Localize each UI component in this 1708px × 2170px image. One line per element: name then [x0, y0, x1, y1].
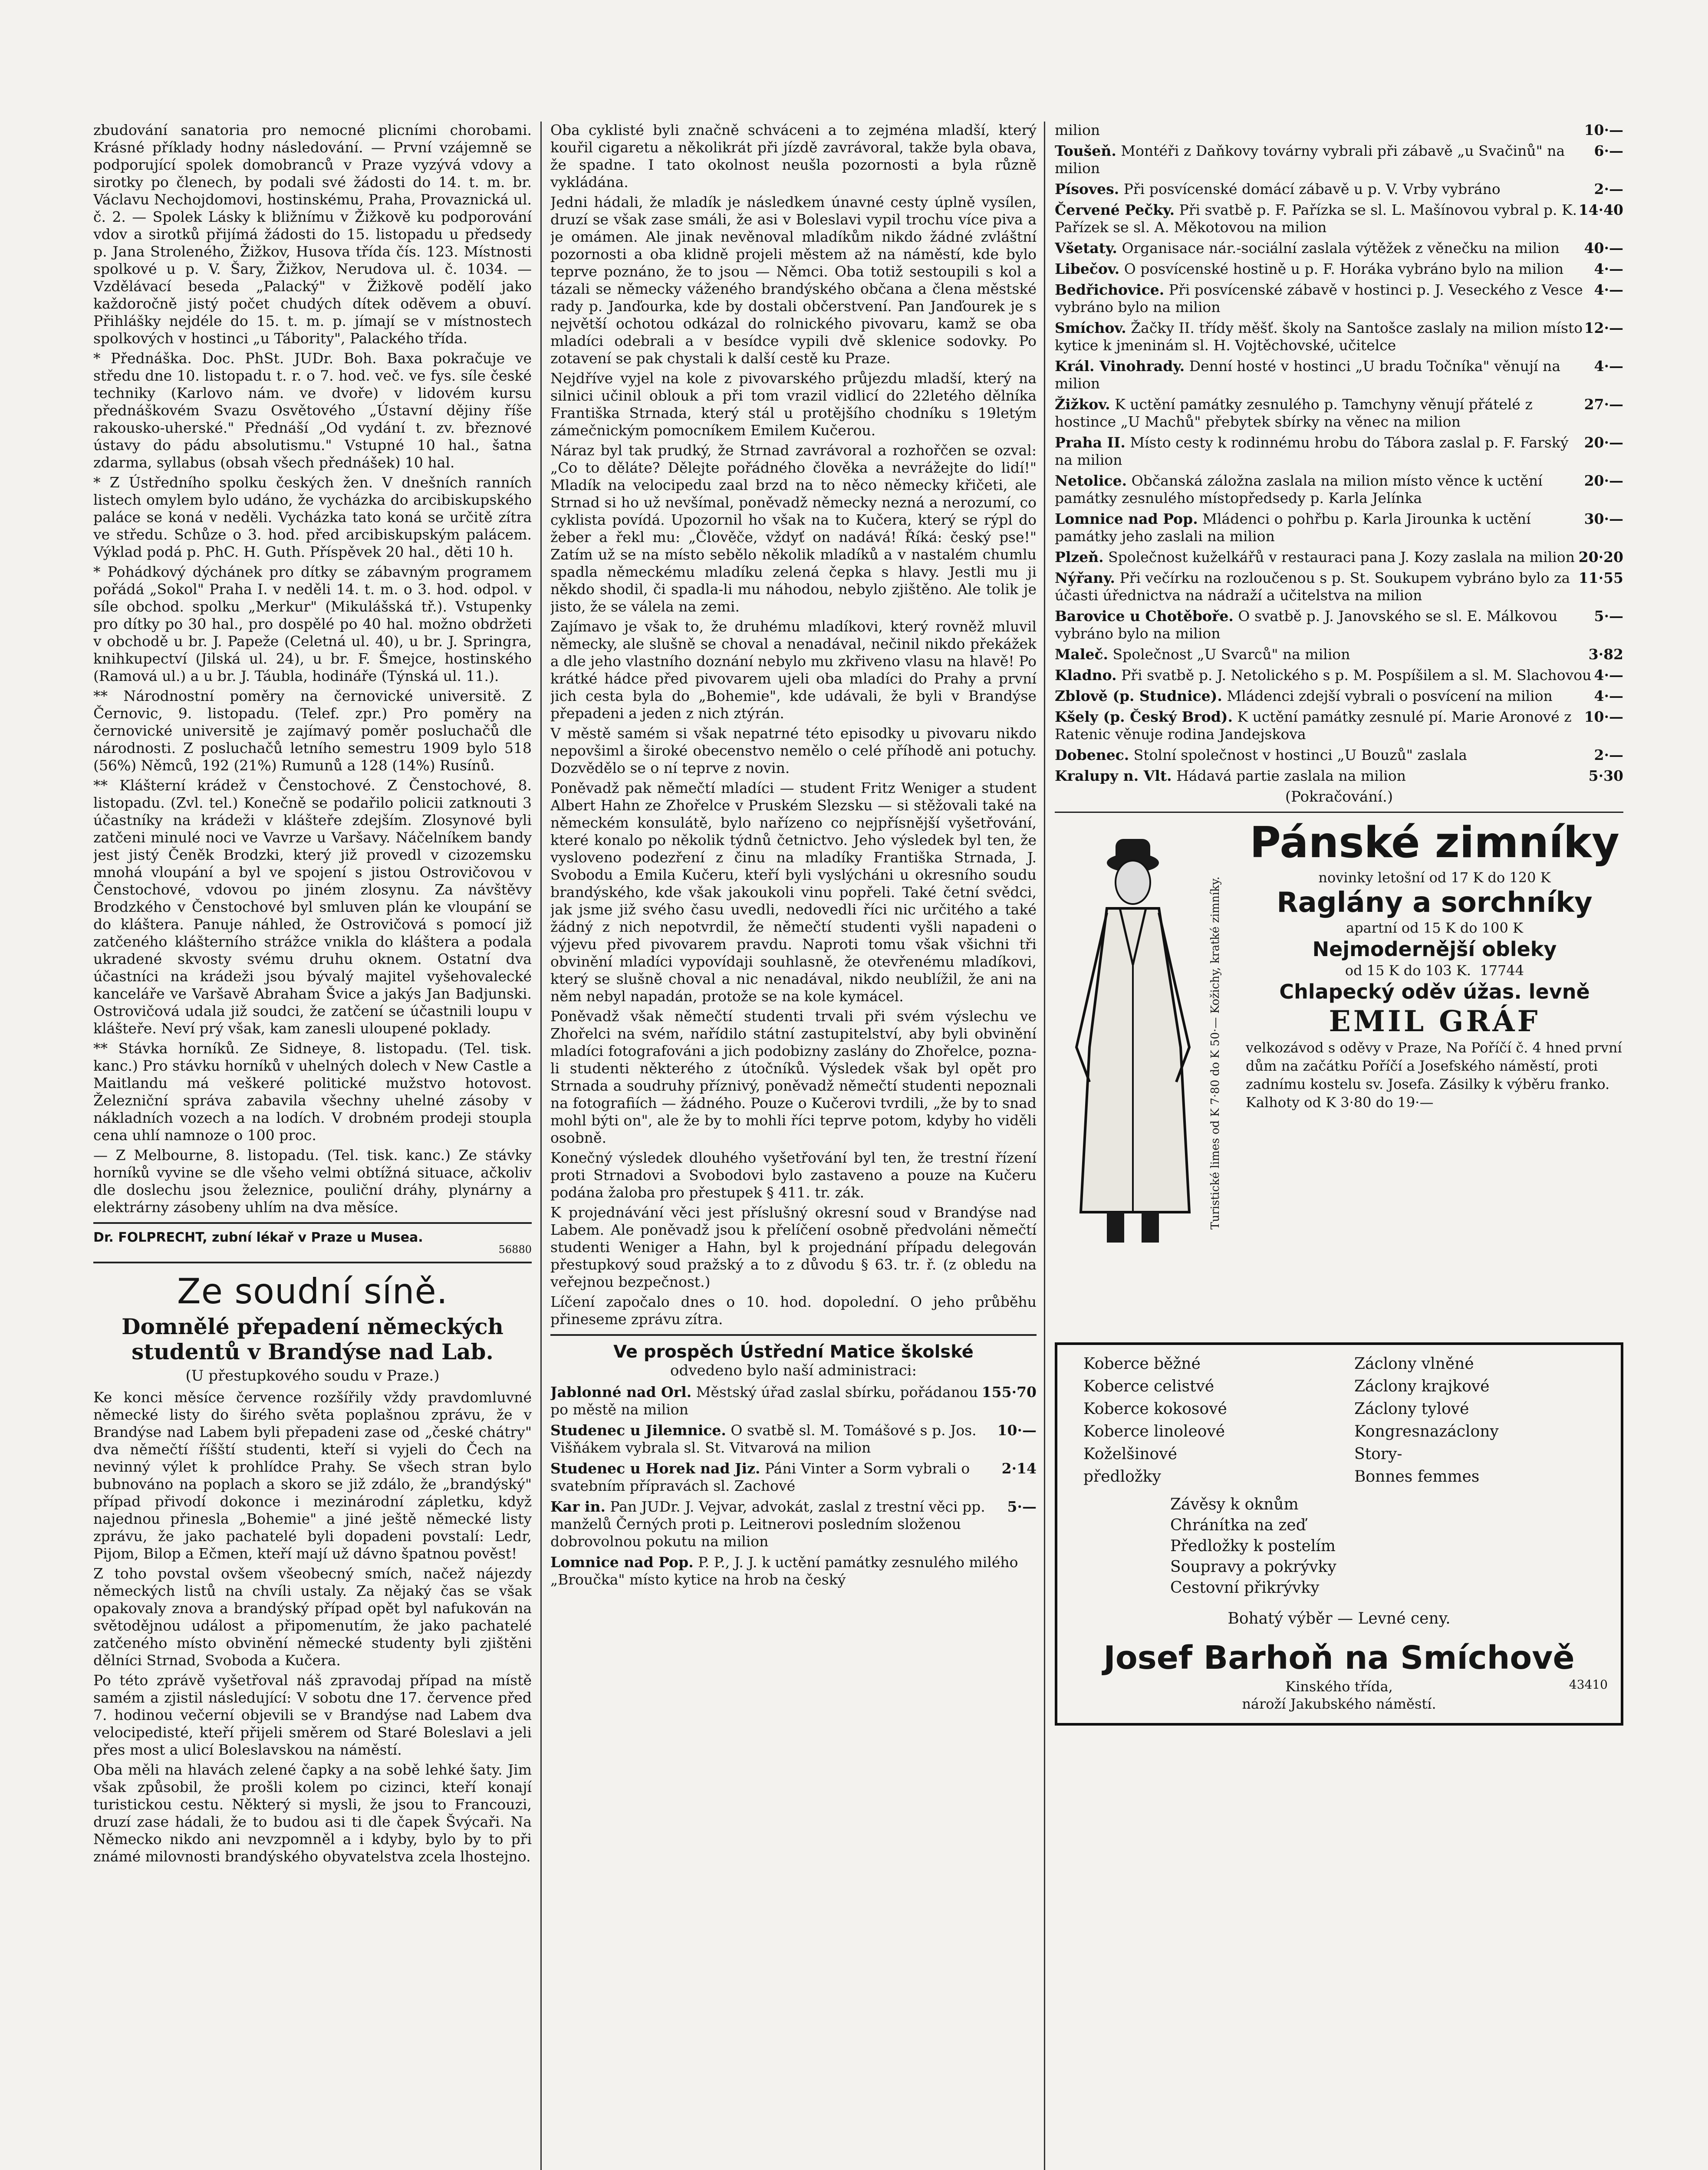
paragraph: Ke konci měsíce července rozšířily vždy pravdomluvné německé listy do širého světa poplašnou zprávu, že v Brandýse nad Labem byli přepadeni zase od „české chátry" dva němečtí říšští studenti, kteří si vyjeli do Čech na nevinný výlet k prohlídce Prahy. Se všech stran bylo bubnováno na poplach a skoro se již zdálo, že „brandýský" případ přivodí dokonce i mezinárodní zápletku, když najednou přinesla „Bohemie" a jiné ještě německé listy zprávu, že jako pachatelé byli dopadeni povstalí: Ledr, Pijom, Bilop a Ečmen, kteří mají už dávno špatnou pověst!	[93, 1389, 532, 1562]
ad-item: Záclony krajkové	[1354, 1378, 1490, 1395]
ad-line: Raglány a sorchníky	[1277, 887, 1593, 919]
ad-item: Záclony tylové	[1354, 1400, 1469, 1418]
donation-amount: 40·—	[1584, 240, 1623, 256]
donation-text: Žačky II. třídy měšť. školy na Santošce zaslaly na milion místo kytice k jmeninám sl. H. Vojtěchovské, učitelce	[1055, 319, 1583, 354]
donation-entry	[1055, 608, 1623, 642]
ad-text-block	[1246, 817, 1623, 1111]
donation-amount: 3·82	[1588, 646, 1623, 663]
donation-text: Mládenci o pohřbu p. Karla Jirounka k uctění památky jeho zaslali na milion	[1055, 510, 1531, 545]
donation-amount: 20·—	[1584, 472, 1623, 489]
donation-entry	[1055, 240, 1623, 257]
paragraph: Konečný výsledek dlouhého vyšetřování byl ten, že trestní řízení proti Strnadovi a Svobodovi bylo zastaveno a pouze na Kučeru podána žaloba pro přestupek § 411. tr. zák.	[550, 1149, 1037, 1201]
paragraph: Poněvadž však němečtí studenti trvali při svém výslechu ve Zhořelci na svém, nařídilo státní zastupitelství, aby byli obvinění mladíci fotografováni a jich podobizny zaslány do Zhořelce, pozna-li studenti některého z útočníků. Výsledek však byl opět pro Strnada a soudruhy příznivý, poněvadž němečtí studenti nepoznali na fotografiích — žádného. Pouze o Kučerovi tvrdili, „že by to snad mohl býti on", ale že by to mohli říci teprve potom, kdyby ho viděli osobně.	[550, 1008, 1037, 1146]
donation-place: Maleč.	[1055, 646, 1109, 663]
ad-address: nároží Jakubského náměstí.	[1242, 1696, 1436, 1712]
paragraph: * Přednáška. Doc. PhSt. JUDr. Boh. Baxa pokračuje ve středu dne 10. listopadu t. r. o 7. hod. več. ve fys. síle české techniky (Karlovo nám. ve dvoře) v lidovém kursu přednáškovém Svazu Osvětového „Ústavní dějiny říše rakousko-uherské." Přednáší „Od vydání t. zv. březnové ústavy do pádu absolutismu." Vstupné 10 hal., šatna zdarma, syllabus (obsah všech přednášek) 10 hal.	[93, 350, 532, 471]
donation-entry	[1055, 201, 1623, 236]
donation-place: Zblově (p. Studnice).	[1055, 687, 1222, 704]
doctor-ad-number: 56880	[498, 1243, 532, 1256]
donation-text: Při svatbě p. J. Netolického s p. M. Pospíšilem a sl. M. Slachovou	[1121, 667, 1592, 684]
donation-place: Dobenec.	[1055, 746, 1129, 763]
ad-item: Bonnes femmes	[1354, 1468, 1480, 1486]
donation-place: Bedřichovice.	[1055, 281, 1165, 298]
donation-amount: 20·—	[1584, 434, 1623, 451]
donation-place: Nýřany.	[1055, 569, 1115, 586]
donation-text: O svatbě sl. M. Tomášové s p. Jos. Višňákem vybrala sl. St. Vitvarová na milion	[550, 1422, 977, 1456]
donation-amount: 11·55	[1578, 569, 1623, 586]
ad-line: od 15 K do 103 K. 17744	[1345, 962, 1524, 979]
donation-entry	[1055, 767, 1623, 785]
donation-amount: 155·70	[981, 1384, 1037, 1401]
paragraph: Po této zprávě vyšetřoval náš zpravodaj případ na místě samém a zjistil následující: V sobotu dne 17. července před 7. hodinou večerní objevili se v Brandýse nad Labem dva velocipedisté, kteří přijeli směrem od Staré Boleslavi a jeli přes most a ulicí Boleslavskou na náměstí.	[93, 1672, 532, 1758]
news-paras	[93, 122, 532, 1216]
ad-items-grid	[1066, 1354, 1612, 1487]
section-title: Ze soudní síně.	[177, 1271, 448, 1312]
donation-amount: 6·—	[1594, 142, 1623, 159]
donation-entry	[1055, 434, 1623, 469]
ad-item: Soupravy a pokrývky	[1170, 1558, 1336, 1576]
donation-entry	[1055, 358, 1623, 392]
donation-place: Libečov.	[1055, 260, 1120, 277]
donation-place: Kladno.	[1055, 667, 1117, 684]
donation-place: Kralupy n. Vlt.	[1055, 767, 1172, 784]
donation-text: Hádavá partie zaslala na milion	[1176, 767, 1406, 784]
donation-text: Pan JUDr. J. Vejvar, advokát, zaslal z trestní věci pp. manželů Černých proti p. Leitnerovi posledním složenou dobrovolnou pokutu na milion	[550, 1498, 985, 1550]
article-paras	[93, 1389, 532, 1865]
donation-amount: 27·—	[1584, 396, 1623, 413]
donation-text: Páni Vinter a Sorm vybrali o svatebním přípravách sl. Zachové	[550, 1460, 970, 1494]
donation-entry	[1055, 667, 1623, 684]
continued-note: (Pokračování.)	[1285, 788, 1393, 806]
donation-entry	[1055, 319, 1623, 354]
ad-headline: Pánské zimníky	[1250, 818, 1619, 868]
divider	[550, 1334, 1037, 1336]
paragraph: V městě samém si však nepatrné této episodky u pivovaru nikdo nepovšiml a široké obecenstvo nemělo o celé příhodě ani potuchy. Dozvědělo se o ní teprve z novin.	[550, 725, 1037, 776]
donation-place: Lomnice nad Pop.	[550, 1554, 694, 1571]
donation-text: Montéři z Daňkovy továrny vybrali při zábavě „u Svačinů" na milion	[1055, 142, 1565, 177]
ad-vertical-text: Turistické limes od K 7·80 do K 50·— Kožichy, kratké zimníky.	[1209, 876, 1222, 1230]
ad-company-name: Josef Barhoň na Smíchově	[1103, 1639, 1575, 1677]
donation-entry	[1055, 472, 1623, 507]
donation-place: Písoves.	[1055, 181, 1119, 197]
donation-entry	[550, 1498, 1037, 1550]
donation-text: K uctění památky zesnulého p. Tamchyny věnují přátelé z hostince „U Machů" přebytek sbírky na věnec na milion	[1055, 396, 1533, 430]
donation-amount: 2·—	[1594, 746, 1623, 763]
ad-items-list	[1066, 1494, 1612, 1598]
paragraph: Líčení započalo dnes o 10. hod. dopolední. O jeho průběhu přineseme zprávu zítra.	[550, 1293, 1037, 1328]
paragraph: Oba měli na hlavách zelené čapky a na sobě lehké šaty. Jim však způsobil, že prošli kolem po cizinci, kteří konají turistickou cestu. Některý si mysli, že jsou to Francouzi, druzí zase hádali, že to budou asi ti dle čapek Švýcaři. Na Německo nikdo ani nevzpomněl a i kdyby, bylo by to při známé milovnosti brandýského obyvatelstva zcela lhostejno.	[93, 1761, 532, 1865]
donation-place: Král. Vinohrady.	[1055, 358, 1185, 375]
ad-item: Chránítka na zeď	[1170, 1516, 1306, 1534]
ad-item: Koberce celistvé	[1083, 1378, 1214, 1395]
column-rule	[1044, 122, 1045, 2170]
ad-item: Koberce běžné	[1083, 1355, 1201, 1373]
article-subtitle: (U přestupkového soudu v Praze.)	[185, 1367, 440, 1384]
donation-place: Netolice.	[1055, 472, 1127, 489]
ad-address: Kinského třída,	[1285, 1678, 1393, 1695]
paragraph: Z toho povstal ovšem všeobecný smích, načež nájezdy německých listů na chvíli ustaly. Za nějaký čas se však opakovaly znova a brandýský případ opět byl nafukován na světodějnou událost a připomenutím, že jako pachatelé zatčeného místo obvinění německé studenty byli zjištěni dělníci Strnad, Svoboda a Kučera.	[93, 1565, 532, 1669]
donation-text: Městský úřad zaslal sbírku, pořádanou po městě na milion	[550, 1384, 978, 1418]
ad-item: Story-	[1354, 1445, 1402, 1463]
doctor-ad: Dr. FOLPRECHT, zubní lékař v Praze u Musea.	[93, 1230, 423, 1245]
donation-entry	[1055, 142, 1623, 177]
donation-amount: 10·—	[1584, 122, 1623, 138]
donations-list	[1055, 122, 1623, 785]
ad-line: Chlapecký oděv úžas. levně	[1279, 980, 1590, 1003]
donation-amount: 10·—	[1584, 708, 1623, 725]
donation-text: K uctění památky zesnulé pí. Marie Aronové z Ratenic věnuje rodina Jandejskova	[1055, 708, 1572, 743]
ad-item: Předložky k postelím	[1170, 1537, 1336, 1555]
ad-line: apartní od 15 K do 100 K	[1346, 920, 1523, 936]
donation-text: Při svatbě p. F. Pařízka se sl. L. Mašínovou vybral p. K. Pařízek se sl. A. Měkotovou na milion	[1055, 201, 1577, 236]
donation-amount: 5·—	[1594, 608, 1623, 625]
ad-item: Koberce kokosové	[1083, 1400, 1227, 1418]
ad-item: Záclony vlněné	[1354, 1355, 1474, 1373]
donation-text: Stolní společnost v hostinci „U Bouzů" zaslala	[1133, 746, 1467, 763]
ad-item: Kongresnazáclony	[1354, 1423, 1499, 1440]
column-left	[93, 122, 532, 2170]
ad-item: předložky	[1083, 1468, 1161, 1486]
donation-text: Organisace nár.-sociální zaslala výtěžek z věnečku na milion	[1122, 240, 1560, 256]
donation-place: Lomnice nad Pop.	[1055, 510, 1198, 527]
donation-entry	[550, 1422, 1037, 1457]
column-middle	[550, 122, 1037, 2170]
donation-place: Plzeň.	[1055, 549, 1104, 566]
donation-entry	[1055, 122, 1623, 139]
article-paras	[550, 122, 1037, 1328]
donation-text: Při večírku na rozloučenou s p. St. Soukupem vybráno bylo za účasti úřednictva na nádraží a učitelstva na milion	[1055, 569, 1570, 604]
donation-amount: 10·—	[997, 1422, 1037, 1439]
article-title: Domnělé přepadení německých studentů v Brandýse nad Lab.	[122, 1314, 504, 1364]
ad-item: Závěsy k oknům	[1170, 1496, 1299, 1513]
paragraph: — Z Melbourne, 8. listopadu. (Tel. tisk. kanc.) Ze stávky horníků vyvine se dle všeho velmi obtížná situace, ačkoliv dle doslechu jsou železnice, pouliční dráhy, plynárny a elektrárny zásobeny uhlím na dva měsíce.	[93, 1147, 532, 1216]
paragraph: ** Klášterní krádež v Čenstochové. Z Čenstochové, 8. listopadu. (Zvl. tel.) Konečně se podařilo policii zatknouti 3 účastníky na krádeži v klášteře zdejším. Zlosynové byli zatčeni minulé noci ve Vavrze u Varšavy. Náčelníkem bandy jest jistý Čeněk Brodzki, který již provedl v cizozemsku mnohá vloupání a byl ve spojení s jistou Ostrovičovou v Čenstochové, vdovou po jiném zlosynu. Za návštěvy Brodzkého v Čenstochové byl smluven plán ke vloupání se do kláštera. Panuje náhled, že Ostrovičová s pomocí již zatčeného klášterního strážce vnikla do kláštera a podala ukradené skvosty svému druhu oknem. Ostatní dva účastníci na krádeži jsou bývalý majitel vyšehovalecké kanceláře ve Varšavě Abraham Švice a jakýs Jan Badjunski. Ostrovičová udala již soudci, že zatčení se účastnili loupu v klášteře. Neví prý však, kam zanesli uloupené poklady.	[93, 777, 532, 1037]
ad-line: Nejmodernější obleky	[1312, 937, 1557, 961]
paragraph: ** Národnostní poměry na černovické universitě. Z Černovic, 9. listopadu. (Telef. zpr.) Pro poměry na černovické universitě je zajímavý poměr posluchačů dle národnosti. Z posluchačů letního semestru 1909 bylo 518 (56%) Němců, 192 (21%) Rumunů a 128 (14%) Rusínů.	[93, 687, 532, 774]
divider	[93, 1262, 532, 1263]
coat-advertisement	[1055, 812, 1623, 1338]
man-in-coat-illustration	[1059, 822, 1202, 1256]
ad-line: novinky letošní od 17 K do 120 K	[1318, 869, 1551, 886]
donations-title: Ve prospěch Ústřední Matice školské	[613, 1342, 974, 1362]
paragraph: Nejdříve vyjel na kole z pivovarského průjezdu mladší, který na silnici učinil oblouk a při tom vrazil vidlicí do 22letého dělníka Františka Strnada, který stál u protějšího chodníku s 19letým zámečnickým pomocníkem Emilem Kučerou.	[550, 370, 1037, 439]
donation-amount: 30·—	[1584, 510, 1623, 527]
ad-address: velkozávod s oděvy v Praze, Na Poříčí č. 4 hned první dům na začátku Poříčí a Josefského náměstí, proti zadnímu kostelu sv. Josefa. Zásilky k výběru franko. Kalhoty od K 3·80 do 19·—	[1246, 1039, 1622, 1111]
donation-text: Společnost „U Svarců" na milion	[1112, 646, 1350, 663]
donation-amount: 4·—	[1594, 667, 1623, 684]
donation-entry	[1055, 260, 1623, 278]
donation-place: Studenec u Horek nad Jiz.	[550, 1460, 760, 1477]
donation-entry	[1055, 746, 1623, 764]
donation-entry	[1055, 396, 1623, 431]
donation-place: Kar in.	[550, 1498, 606, 1515]
donation-entry	[550, 1554, 1037, 1588]
donation-place: Barovice u Chotěboře.	[1055, 608, 1234, 625]
donation-entry	[1055, 708, 1623, 743]
paragraph: Oba cyklisté byli značně schváceni a to zejména mladší, který kouřil cigaretu a několikrát při jízdě zavrávoral, takže byla obava, že spadne. I tato okolnost neušla pozornosti a byla různě vykládána.	[550, 122, 1037, 191]
paragraph: * Pohádkový dýchánek pro dítky se zábavným programem pořádá „Sokol" Praha I. v neděli 14. t. m. o 3. hod. odpol. v síle obchod. spolku „Merkur" (Mikulášská tř.). Vstupenky pro dítky po 30 hal., pro dospělé po 40 hal. možno obdržeti v obchodě u br. J. Papeže (Celetná ul. 40), u br. J. Springra, knihkupectví (Jilská ul. 24), u br. F. Šmejce, hostinského (Ramová ul.) a u br. J. Táubla, hodináře (Týnská ul. 11.).	[93, 563, 532, 684]
donation-entry	[1055, 549, 1623, 566]
donation-place: Studenec u Jilemnice.	[550, 1422, 726, 1439]
paragraph: ** Stávka horníků. Ze Sidneye, 8. listopadu. (Tel. tisk. kanc.) Pro stávku horníků v uhelných dolech v New Castle a Maitlandu má veškeré politické mužstvo hotovost. Železniční správa zabavila všechny uhelné zásoby v nákladních vozech a na lodích. V drobném prodeji stoupla cena uhlí namnoze o 100 proc.	[93, 1040, 532, 1144]
donation-place: Jablonné nad Orl.	[550, 1384, 692, 1401]
donation-amount: 2·—	[1594, 181, 1623, 197]
donation-place: Smíchov.	[1055, 319, 1126, 336]
donation-entry	[1055, 510, 1623, 545]
paragraph: Poněvadž pak němečtí mladíci — student Fritz Weniger a student Albert Hahn ze Zhořelce v Pruském Slezsku — si stěžovali také na německém konsulátě, bylo nařízeno co nejpřísnější vyšetřování, které konalo po několik týdnů četnictvo. Jeho výsledek byl ten, že vysloveno podezření z činu na mladíky Františka Strnada, J. Svobodu a Emila Kučeru, kteří byli vyslýcháni u okresního soudu brandýského, kde však jakoukoli vinu popřeli. Také četní svědci, jak jsme již svého času uvedli, nedovedli říci nic určitého a také žádný z nich nepotvrdil, že němečtí studenti vyšli napadeni o výjevu před pivovarem pravdu. Naproti tomu však všichni tři obvinění mladíci vypovídaji souhlasně, že otevřenému mladíkovi, který se slušně choval a nic nenadával, nikdo neublížil, že ani na něm nebyl napadán, protože se na kole kymácel.	[550, 779, 1037, 1005]
donation-text: Společnost kuželkářů v restauraci pana J. Kozy zaslala na milion	[1108, 549, 1575, 566]
donation-entry	[1055, 181, 1623, 198]
carpet-advertisement	[1055, 1342, 1623, 1726]
donation-amount: 4·—	[1594, 358, 1623, 375]
paragraph: * Z Ústředního spolku českých žen. V dnešních ranních listech omylem bylo udáno, že vycházka do arcibiskupského paláce se koná v neděli. Vycházka tato koná se určitě zítra ve středu. Schůze o 3. hod. před arcibiskupským palácem. Výklad podá p. PhC. H. Guth. Příspěvek 20 hal., děti 10 h.	[93, 474, 532, 560]
donation-text: O posvícenské hostině u p. F. Horáka vybráno bylo na milion	[1124, 260, 1564, 277]
donation-amount: 2·14	[1001, 1460, 1037, 1477]
donation-place: Kšely (p. Český Brod).	[1055, 708, 1233, 725]
donation-amount: 4·—	[1594, 260, 1623, 277]
paragraph: zbudování sanatoria pro nemocné plicními chorobami. Krásné příklady hodny následování. — První vzájemně se podporující spolek domobranců v Praze vyzývá vdovy a sirotky po členech, by podali své žádosti do 14. t. m. br. Václavu Nechojdomovi, hostinskému, Praha, Provaznická ul. č. 2. — Spolek Lásky k bližnímu v Žižkově ku podporování vdov a sirotků přijímá žádosti do 15. listopadu u předsedy p. Jana Stroleného, Žižkov, Husova třída čís. 123. Místnosti spolkové u p. V. Šary, Žižkov, Nerudova ul. č. 1034. — Vzdělávací beseda „Palacký" v Žižkově podělí jako každoročně jistý počet chudých dítek oděvem a obuví. Přihlášky nejdéle do 15. t. m. p. jímají se v místnostech spolkových v hostinci „u Tábority", Palackého třída.	[93, 122, 532, 347]
donation-place: Všetaty.	[1055, 240, 1117, 256]
donation-text: Při posvícenské zábavě v hostinci p. J. Veseckého z Vesce vybráno bylo na milion	[1055, 281, 1583, 316]
donation-text: Mládenci zdejší vybrali o posvícení na milion	[1227, 687, 1553, 704]
donation-amount: 4·—	[1594, 687, 1623, 704]
ad-item: Cestovní přikrývky	[1170, 1579, 1320, 1597]
donation-amount: 5·—	[1007, 1498, 1037, 1515]
ad-tagline: Bohatý výběr — Levné ceny.	[1228, 1610, 1451, 1628]
column-right	[1055, 122, 1623, 2170]
donation-entry	[550, 1460, 1037, 1495]
donation-amount: 14·40	[1578, 201, 1623, 218]
donation-entry	[550, 1384, 1037, 1418]
column-rule	[540, 122, 542, 2170]
paragraph: K projednávání věci jest příslušný okresní soud v Brandýse nad Labem. Ale poněvadž jsou k přelíčení osobně předvoláni němečtí studenti Weniger a Hahn, byl k projednání případu delegován přestupkový soud pražský a to z důvodu § 63. tr. ř. (z obledu na veřejnou bezpečnost.)	[550, 1204, 1037, 1290]
donation-place: Praha II.	[1055, 434, 1126, 451]
donation-text: P. P., J. J. k uctění památky zesnulého milého „Broučka" místo kytice na hrob na český	[550, 1554, 1018, 1588]
donation-text: Místo cesty k rodinnému hrobu do Tábora zaslal p. F. Farský na milion	[1055, 434, 1569, 468]
donation-entry	[1055, 687, 1623, 705]
donation-place: Toušeň.	[1055, 142, 1116, 159]
donation-text: Občanská záložna zaslala na milion místo věnce k uctění památky zesnulého místopředsedy p. Karla Jelínka	[1055, 472, 1543, 506]
donation-amount: 5·30	[1588, 767, 1623, 784]
ad-brand: EMIL GRÁF	[1329, 1004, 1540, 1038]
donation-text: Při posvícenské domácí zábavě u p. V. Vrby vybráno	[1123, 181, 1501, 197]
donation-amount: 4·—	[1594, 281, 1623, 298]
donation-amount: 20·20	[1578, 549, 1623, 566]
ad-number: 43410	[1569, 1677, 1608, 1692]
donation-text: O svatbě p. J. Janovského se sl. E. Málkovou vybráno bylo na milion	[1055, 608, 1558, 642]
donation-place: Žižkov.	[1055, 396, 1110, 413]
donations-list	[550, 1384, 1037, 1588]
paragraph: Jedni hádali, že mladík je následkem únavné cesty úplně vysílen, druzí se však zase smáli, že asi v Boleslavi vypil trochu více piva a je omámen. Ale jinak nevěnoval mladíkům nikdo žádné zvláštní pozornosti a oba klidně projeli městem až na náměstí, kde bylo teprve poznáno, že to jsou — Němci. Oba totiž sestoupili s kol a tázali se německy váženého brandýského občana a člena městské rady p. Janďourka, kde by dostali občerstvení. Pan Janďourek je s největší ochotou odkázal do rolnického pivovaru, kamž se oba mladíci odebrali a v besídce vypili dvě sklenice sodovky. Po zotavení se pak chystali k další cestě ku Praze.	[550, 194, 1037, 367]
paragraph: Zajímavo je však to, že druhému mladíkovi, který rovněž mluvil německy, ale slušně se choval a nenadával, nečinil nikdo překážek a dle jeho vlastního doznání nebylo mu zkřiveno vlasu na hlavě! Po krátké hádce před pivovarem ujeli oba mladíci do Prahy a první jich cesta byla do „Bohemie", kde udávali, že byli v Brandýse přepadeni a jeden z nich ztýrán.	[550, 618, 1037, 722]
donations-subtitle: odvedeno bylo naší administraci:	[670, 1362, 917, 1379]
divider	[93, 1222, 532, 1224]
donation-text: Denní hosté v hostinci „U bradu Točníka" věnují na milion	[1055, 358, 1561, 392]
ad-item: Koželšinové	[1083, 1445, 1177, 1463]
paragraph: Náraz byl tak prudký, že Strnad zavrávoral a rozhořčen se ozval: „Co to děláte? Dělejte pořádného člověka a nevrážejte do lidí!" Mladík na velocipedu zaal brzd na to něco německy křičeti, ale Strnad si ho už nevšímal, poněvadž německy nezná a nerozumí, co cyklista povídá. Upozornil ho však na to Kučera, který se rýpl do žeber a řekl mu: „Člověče, vždyť on nadává! Říká: český pse!" Zatím už se na místo sebělo několik mladíků a v nastalém chumlu spadla německému mladíku zelená čepka s hlavy. Jestli mu ji někdo shodil, či spadla-li mu náhodou, nebylo zjištěno. Ale tolik je jisto, že se válela na zemi.	[550, 442, 1037, 615]
ad-item: Koberce linoleové	[1083, 1423, 1225, 1440]
donation-entry	[1055, 281, 1623, 316]
donation-entry	[1055, 646, 1623, 663]
donation-amount: 12·—	[1584, 319, 1623, 336]
donation-text: milion	[1055, 122, 1100, 138]
donation-entry	[1055, 569, 1623, 604]
donation-place: Červené Pečky.	[1055, 201, 1175, 218]
